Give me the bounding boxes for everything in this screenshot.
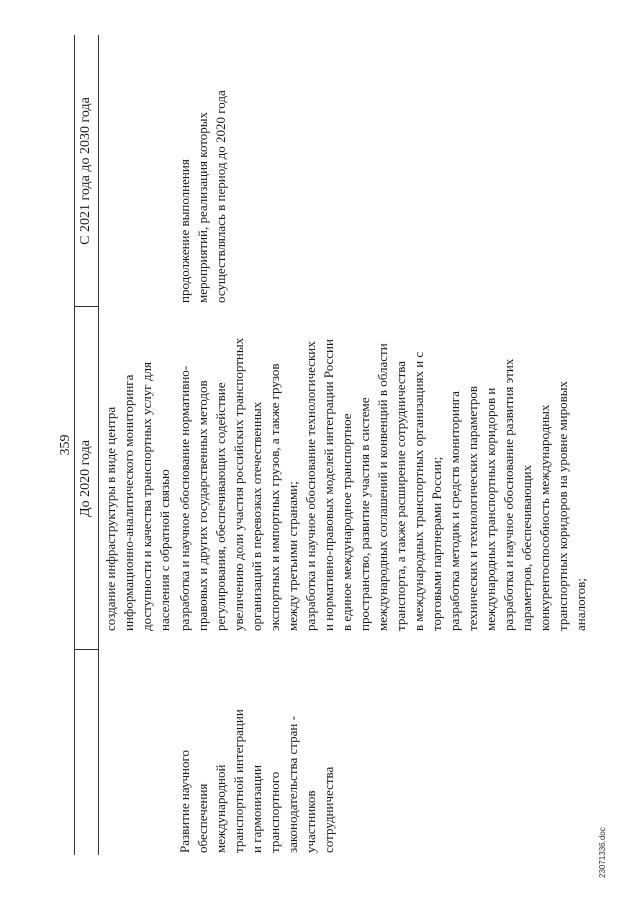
document-code: 23071336.doc xyxy=(598,827,607,878)
page-number: 359 xyxy=(58,434,73,456)
column-header-2021-2030: С 2021 года до 2030 года xyxy=(78,97,93,245)
cell-line: организаций в перевозках отечественных xyxy=(249,401,264,631)
cell-line: международной xyxy=(213,764,228,853)
cell-line: обеспечения xyxy=(195,783,210,853)
cell-line: международных соглашений и конвенций в области xyxy=(375,343,390,631)
cell-line: экспортных и импортных грузов, а также грузов xyxy=(267,363,282,631)
cell-tasks-until-2020 xyxy=(176,307,590,631)
cell-line: пространство, развитие участия в системе xyxy=(357,397,372,631)
cell-line: Развитие научного xyxy=(177,750,192,853)
cell-line: разработка и научное обоснование технологических xyxy=(303,341,318,631)
cell-infrastructure-until-2020 xyxy=(102,311,174,631)
cell-line: доступности и качества транспортных услуг для xyxy=(139,362,154,631)
cell-line: разработка методик и средств мониторинга xyxy=(447,391,462,631)
cell-line: законодательства стран - xyxy=(285,716,300,853)
cell-line: правовых и других государственных методов xyxy=(195,380,210,631)
cell-line: транспортной интеграции xyxy=(231,709,246,853)
cell-line: информационно-аналитического мониторинга xyxy=(121,374,136,631)
header-bottom-rule xyxy=(98,35,99,855)
cell-line: разработка и научное обоснование развития этих xyxy=(501,358,516,631)
cell-line: в международных транспортных организациях и с xyxy=(411,351,426,631)
cell-line: увеличению доли участия российских транспортных xyxy=(231,337,246,631)
rotated-table-page xyxy=(50,35,610,855)
cell-continuation-2021-2030 xyxy=(176,37,230,303)
cell-line: параметров, обеспечивающих xyxy=(519,464,534,631)
cell-line: разработка и научное обоснование нормативно- xyxy=(177,365,192,631)
cell-line: конкурентоспособность международных xyxy=(537,404,552,631)
cell-line: осуществлялась в период до 2020 года xyxy=(213,90,228,303)
cell-line: аналогов; xyxy=(573,578,588,631)
cell-line: мероприятий, реализация которых xyxy=(195,111,210,303)
cell-line: создание инфраструктуры в виде центра xyxy=(103,406,118,631)
table-top-rule xyxy=(74,35,75,855)
cell-line: и нормативно-правовых моделей интеграции России xyxy=(321,339,336,631)
cell-line: сотрудничества xyxy=(321,766,336,853)
cell-line: международных транспортных коридоров и xyxy=(483,387,498,631)
cell-line: регулирования, обеспечивающих содействие xyxy=(213,382,228,631)
cell-line: продолжение выполнения xyxy=(177,159,192,303)
cell-line: технических и технологических параметров xyxy=(465,385,480,631)
cell-line: транспортного xyxy=(267,771,282,853)
cell-line: участников xyxy=(303,790,318,853)
column-header-until-2020: До 2020 года xyxy=(78,440,93,517)
cell-line: в единое международное транспортное xyxy=(339,413,354,631)
cell-line: транспортных коридоров на уровне мировых xyxy=(555,380,570,631)
cell-direction-science-integration xyxy=(176,653,338,853)
cell-line: между третьими странами; xyxy=(285,481,300,631)
cell-line: населения с обратной связью xyxy=(157,469,172,631)
cell-line: торговыми партнерами России; xyxy=(429,456,444,631)
cell-line: и гармонизации xyxy=(249,764,264,853)
cell-line: транспорта, а также расширение сотрудничества xyxy=(393,360,408,631)
